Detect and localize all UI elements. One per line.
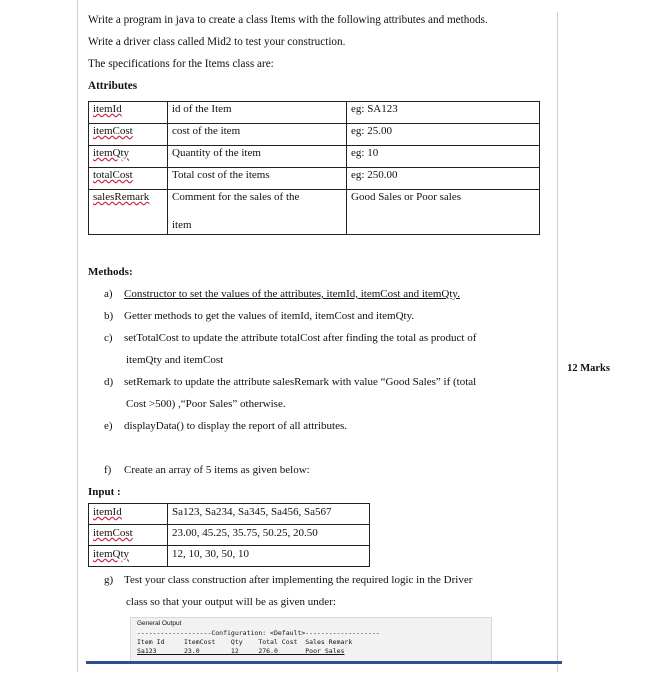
method-b-text: Getter methods to get the values of itemId, itemCost and itemQty. (124, 310, 415, 322)
attr-desc-line-1: Comment for the sales of the (172, 191, 300, 203)
table-row (89, 504, 370, 525)
step-g-text: Test your class construction after implementing the required logic in the Driver (124, 574, 473, 586)
attr-example: Good Sales or Poor sales (347, 190, 540, 235)
attr-example: eg: SA123 (347, 102, 540, 124)
intro-block (88, 13, 553, 94)
attr-name: itemCost (89, 124, 168, 146)
attr-desc: Total cost of the items (168, 168, 347, 190)
method-d-continued: Cost >500) ,“Poor Sales” otherwise. (126, 398, 286, 410)
step-g (88, 569, 558, 613)
method-e (88, 415, 558, 437)
attr-example: eg: 10 (347, 146, 540, 168)
page-left-edge (77, 0, 78, 672)
input-name: itemQty (89, 546, 168, 567)
step-f-text: Create an array of 5 items as given below: (124, 464, 310, 476)
input-name: itemCost (89, 525, 168, 546)
attr-desc: id of the Item (168, 102, 347, 124)
table-row (89, 168, 540, 190)
method-d-text: setRemark to update the attribute salesRemark with value “Good Sales” if (total (124, 376, 477, 388)
method-c-continued: itemQty and itemCost (126, 354, 224, 366)
input-table (88, 503, 370, 567)
table-row (89, 146, 540, 168)
method-d-label: d) (104, 376, 114, 388)
input-name: itemId (89, 504, 168, 525)
attr-name: totalCost (89, 168, 168, 190)
table-row (89, 190, 540, 235)
step-g-line-1 (88, 569, 558, 591)
method-d (88, 371, 558, 393)
table-row (89, 525, 370, 546)
method-a (88, 283, 558, 305)
table-row (89, 102, 540, 124)
input-heading: Input : (88, 486, 121, 498)
method-c-label: c) (104, 332, 113, 344)
attr-desc: cost of the item (168, 124, 347, 146)
attr-example: eg: 25.00 (347, 124, 540, 146)
output-header: Item Id ItemCost Qty Total Cost Sales Remark (137, 638, 353, 646)
table-row (89, 124, 540, 146)
method-c (88, 327, 558, 349)
output-config-line: -------------------Configuration: <Default>------------------- (137, 629, 380, 637)
input-values: 23.00, 45.25, 35.75, 50.25, 20.50 (168, 525, 370, 546)
method-a-label: a) (104, 288, 113, 300)
methods-section (88, 261, 558, 503)
input-values: Sa123, Sa234, Sa345, Sa456, Sa567 (168, 504, 370, 525)
step-f (88, 459, 558, 481)
output-title: General Output (137, 620, 182, 627)
method-c-text: setTotalCost to update the attribute totalCost after finding the total as product of (124, 332, 477, 344)
intro-line-2: Write a driver class called Mid2 to test your construction. (88, 36, 346, 48)
bottom-rule (86, 661, 562, 664)
attr-desc: Quantity of the item (168, 146, 347, 168)
step-f-label: f) (104, 464, 112, 476)
method-b-label: b) (104, 310, 114, 322)
attributes-heading: Attributes (88, 80, 138, 92)
method-e-text: displayData() to display the report of all attributes. (124, 420, 347, 432)
attr-example: eg: 250.00 (347, 168, 540, 190)
step-g-label: g) (104, 574, 114, 586)
method-a-text: Constructor to set the values of the attributes, itemId, itemCost and itemQty. (124, 288, 460, 300)
attr-desc-line-2: item (172, 219, 192, 231)
attr-name: itemId (89, 102, 168, 124)
methods-heading: Methods: (88, 266, 133, 278)
input-values: 12, 10, 30, 50, 10 (168, 546, 370, 567)
output-panel (130, 617, 492, 663)
attributes-table (88, 101, 540, 235)
step-g-line-2: class so that your output will be as given under: (126, 596, 336, 608)
marks-label: 12 Marks (567, 363, 610, 374)
output-row: Sa123 23.0 12 276.0 Poor Sales (137, 647, 345, 655)
attr-name: salesRemark (89, 190, 168, 235)
intro-line-3: The specifications for the Items class are: (88, 58, 274, 70)
table-row (89, 546, 370, 567)
method-b (88, 305, 558, 327)
attr-desc (168, 190, 347, 235)
intro-line-1: Write a program in java to create a class Items with the following attributes and methods. (88, 14, 488, 26)
method-e-label: e) (104, 420, 113, 432)
attr-name: itemQty (89, 146, 168, 168)
